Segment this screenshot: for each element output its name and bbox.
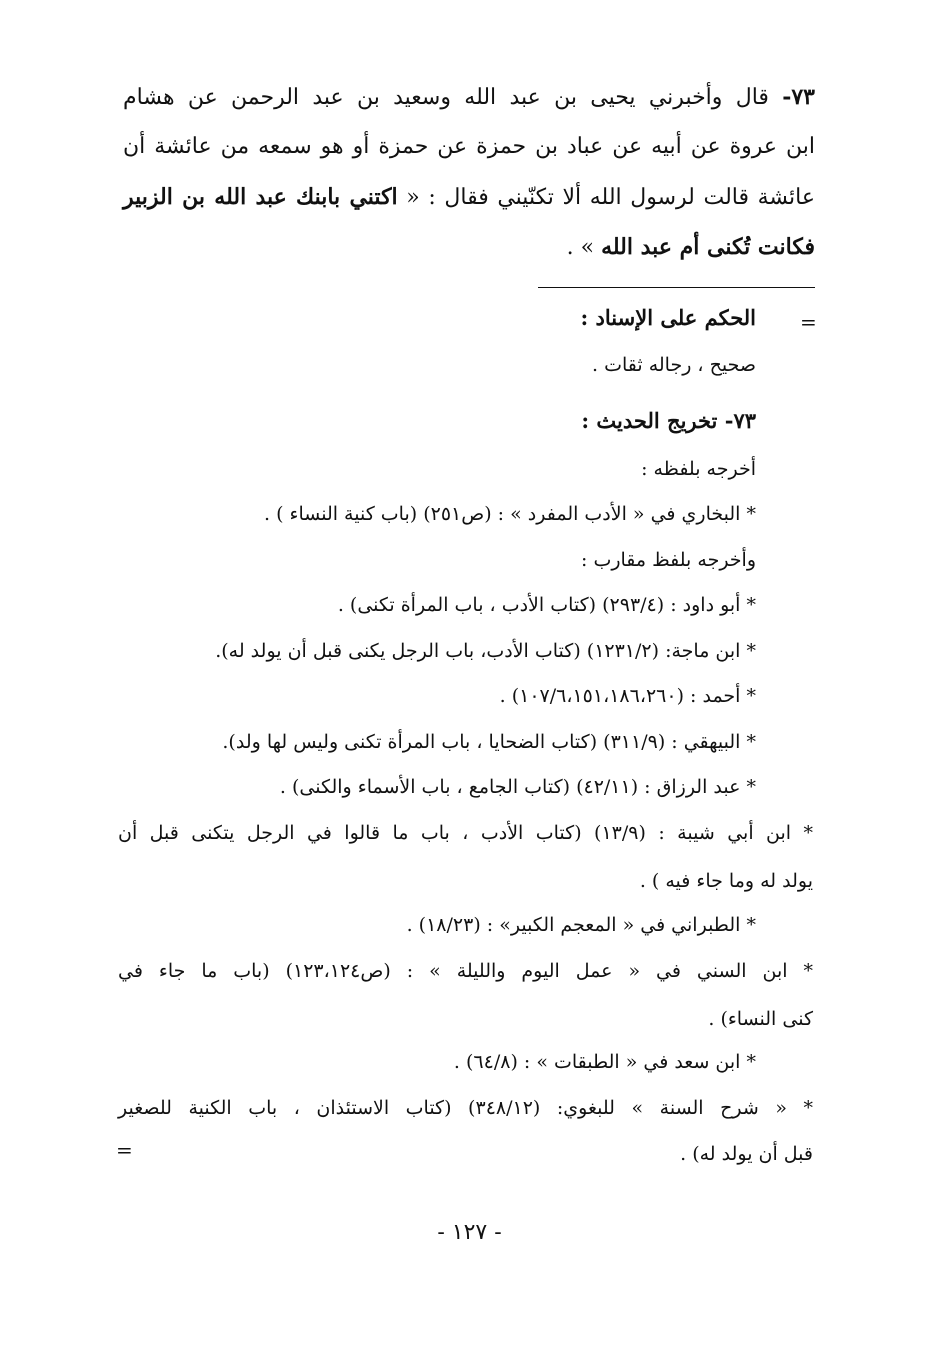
- entry-tabarani: * الطبراني في « المعجم الكبير» : (١٨/٢٣) .: [406, 914, 756, 936]
- footnote-separator: [538, 287, 815, 288]
- entry-ibn-al-sunni-line-1: * ابن السني في « عمل اليوم والليلة » : (ص١٢٣،١٢٤) (باب ما جاء في: [118, 960, 813, 982]
- entry-ibn-abi-shaybah-line-2: يولد له وما جاء فيه ) .: [639, 870, 813, 892]
- entry-ibn-abi-shaybah-line-1: * ابن أبي شيبة : (١٣/٩) (كتاب الأدب ، باب ما قالوا في الرجل يتكنى قبل أن: [118, 822, 813, 844]
- footnote-continuation-mark-end: =: [116, 1138, 133, 1162]
- entry-ibn-majah: * ابن ماجة: (١٢٣١/٢) (كتاب الأدب، باب الرجل يكنى قبل أن يولد له).: [215, 640, 756, 662]
- hadith-line-3: [123, 184, 815, 211]
- entry-ahmad: * أحمد : (١٠٧/٦،١٥١،١٨٦،٢٦٠) .: [499, 685, 756, 707]
- entry-baghawi-line-2: قبل أن يولد له) .: [680, 1143, 813, 1165]
- entry-abu-dawud: * أبو داود : (٢٩٣/٤) (كتاب الأدب ، باب المرأة تكنى) .: [337, 594, 756, 616]
- hadith-quote-bold: اكتني بابنك عبد الله بن الزبير: [123, 184, 398, 210]
- entry-bukhari: * البخاري في « الأدب المفرد » : (ص٢٥١) (باب كنية النساء ) .: [264, 503, 756, 525]
- hadith-line-1: [123, 84, 815, 111]
- hadith-line-4-bold: فكانت تُكنى أم عبد الله: [601, 234, 815, 260]
- hadith-line-4: [567, 234, 815, 261]
- takhrij-heading: ٧٣- تخريج الحديث :: [581, 408, 756, 433]
- entry-bayhaqi: * البيهقي : (٣١١/٩) (كتاب الضحايا ، باب المرأة تكنى وليس لها ولد).: [222, 731, 756, 753]
- isnad-heading: الحكم على الإسناد :: [580, 305, 756, 330]
- entry-baghawi-line-1: * « شرح السنة » للبغوي: (٣٤٨/١٢) (كتاب الاستئذان ، باب الكنية للصغير: [118, 1097, 813, 1119]
- hadith-line-1-text: قال وأخبرني يحيى بن عبد الله وسعيد بن عبد الرحمن عن هشام: [123, 85, 783, 110]
- hadith-number: ٧٣-: [782, 84, 815, 110]
- entry-abd-al-razzaq: * عبد الرزاق : (٤٢/١١) (كتاب الجامع ، باب الأسماء والكنى) .: [279, 776, 756, 798]
- hadith-line-2: ابن عروة عن أبيه عن عباد بن حمزة عن حمزة أو هو سمعه من عائشة أن: [123, 134, 815, 159]
- footnote-continuation-mark-start: =: [800, 310, 817, 334]
- entry-ibn-saad: * ابن سعد في « الطبقات » : (٦٤/٨) .: [453, 1051, 756, 1073]
- hadith-line-4-text: » .: [566, 235, 602, 260]
- hadith-line-3-text: عائشة قالت لرسول الله ألا تكنّيني فقال : «: [397, 185, 816, 210]
- isnad-text: صحيح ، رجاله ثقات .: [592, 354, 756, 376]
- page-number: - ١٢٧ -: [437, 1220, 502, 1245]
- entry-ibn-al-sunni-line-2: كنى النساء) .: [708, 1008, 813, 1030]
- lafzihi-label: أخرجه بلفظه :: [641, 458, 756, 480]
- muqarib-label: وأخرجه بلفظ مقارب :: [581, 549, 756, 571]
